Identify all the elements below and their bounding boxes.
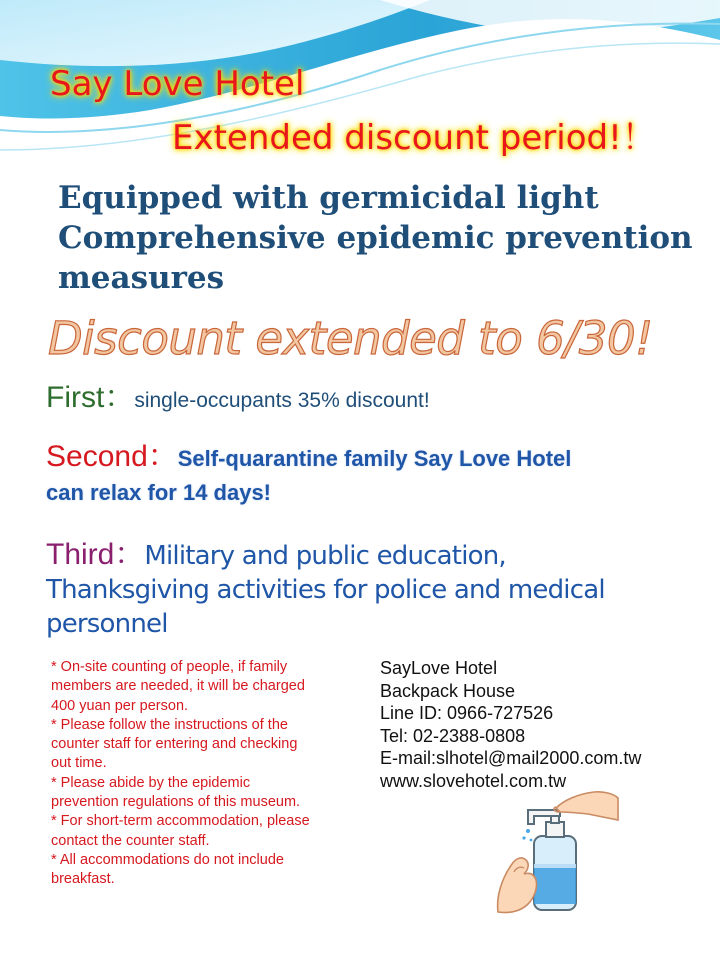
note-line: * On-site counting of people, if family [51, 659, 288, 675]
note-line: * All accommodations do not include [51, 851, 284, 868]
notes-list [51, 658, 310, 890]
offer-first-text: single-occupants 35% discount! [134, 389, 430, 412]
contact-website: www.slovehotel.com.tw [380, 770, 567, 791]
note-line: * Please follow the instructions of the [51, 716, 288, 733]
offer-third-text: Military and public education, [144, 541, 506, 571]
note-line: * For short-term accommodation, please [51, 813, 310, 830]
offer-first-label: First： [46, 381, 135, 414]
contact-info [380, 657, 641, 792]
note-line: out time. [51, 755, 107, 772]
note-line: contact the counter staff. [51, 832, 210, 849]
promo-title: Extended discount period!！ [172, 118, 656, 158]
hand-sanitizer-icon [490, 786, 620, 916]
offer-second-text-cont: can relax for 14 days! [46, 480, 272, 505]
note-line: 400 yuan per person. [51, 697, 189, 714]
offer-second-label: Second： [46, 440, 178, 473]
prevention-measures [58, 178, 693, 298]
offer-first [46, 372, 430, 416]
note-line: members are needed, it will be charged [51, 678, 305, 695]
discount-headline: Discount extended to 6/30! [48, 312, 653, 365]
offer-third [46, 538, 605, 641]
measures-line: measures [58, 260, 225, 296]
contact-tel: Tel: 02-2388-0808 [380, 725, 526, 746]
offer-third-text-cont: Thanksgiving activities for police and medical [46, 575, 605, 605]
note-line: counter staff for entering and checking [51, 736, 298, 753]
note-line: prevention regulations of this museum. [51, 794, 301, 811]
offer-third-text-cont: personnel [46, 609, 168, 639]
contact-line-id: Line ID: 0966-727526 [380, 703, 554, 723]
hotel-name-title: Say Love Hotel [50, 64, 305, 104]
contact-branch: Backpack House [380, 680, 516, 701]
offer-second-text: Self-quarantine family Say Love Hotel [177, 446, 572, 471]
note-line: * Please abide by the epidemic [51, 774, 251, 791]
offer-third-label: Third： [46, 538, 145, 571]
measures-line: Comprehensive epidemic prevention [58, 220, 693, 256]
contact-email: E-mail:slhotel@mail2000.com.tw [380, 748, 642, 768]
contact-name: SayLove Hotel [380, 658, 498, 678]
note-line: breakfast. [51, 871, 115, 888]
measures-line: Equipped with germicidal light [58, 180, 599, 216]
offer-second [46, 440, 571, 510]
